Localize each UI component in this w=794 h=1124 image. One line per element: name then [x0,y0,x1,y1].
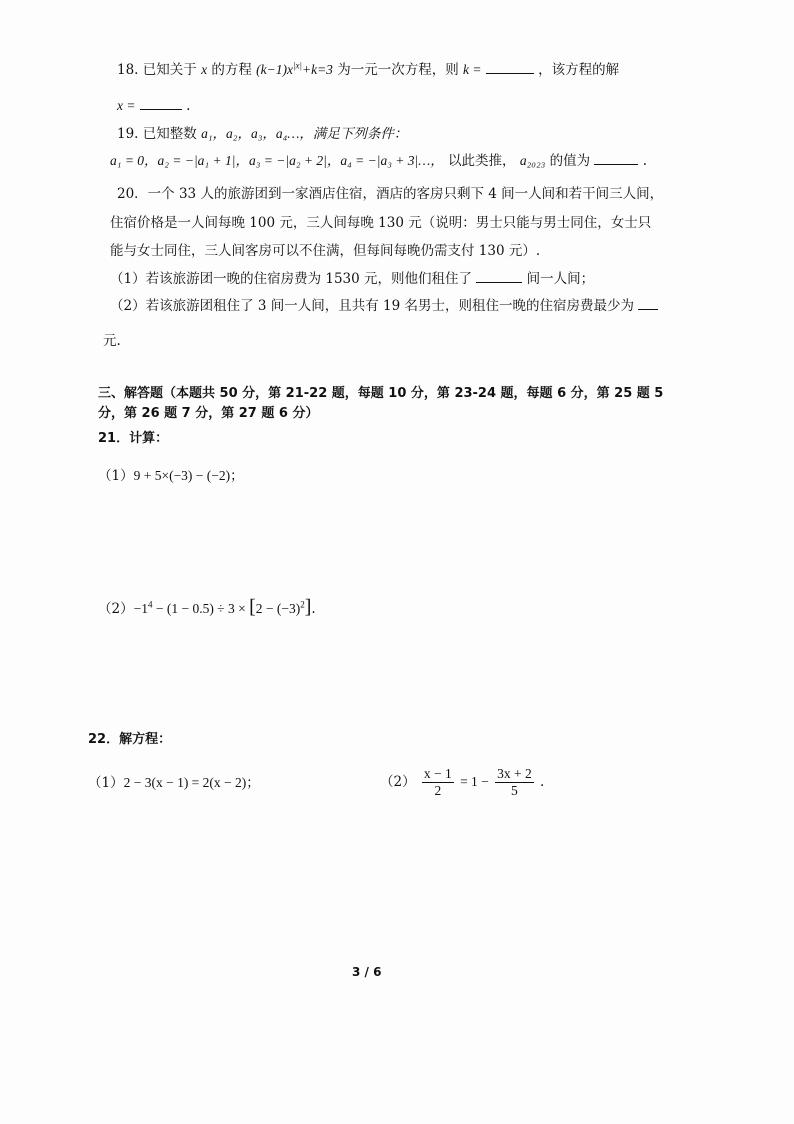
q21-part1-label: （1） [98,468,134,484]
page-number: 3 / 6 [352,965,382,979]
q22-part2 [380,760,544,804]
q22-title: 22．解方程： [88,732,172,747]
q21-part2-exponent2: 2 [300,599,305,610]
q20-sub2-answer-blank[interactable] [638,297,658,310]
section3-heading-line2: 分，第 26 题 7 分，第 27 题 6 分） [98,406,319,421]
q20-sub1-post: 间一人间； [526,271,595,287]
q18-line1 [117,61,619,79]
q19-number: 19. [117,126,139,142]
q19-end: . [642,153,648,169]
q18-text-mid: 的方程 [211,62,252,78]
q22-fraction-1-denominator: 2 [434,783,442,798]
q18-var-x: x [201,62,208,77]
q20-line3: 能与女士同住，三人间客房可以不住满，但每间每晚仍需支付 130 元）. [110,243,541,259]
q22-part1-expr: 2 − 3(x − 1) = 2(x − 2) [123,775,247,790]
q18-line2 [117,97,190,115]
q22-part2-end: . [540,774,545,790]
q18-eq-b: +k=3 [301,62,333,77]
q22-fraction-2 [495,766,534,799]
q18-number: 18. [117,62,139,78]
q20-sub2 [110,297,658,315]
q18-x-answer-blank[interactable] [140,97,182,110]
q18-text-post: 为一元一次方程，则 [337,62,459,78]
q22-part2-mid: = 1 − [460,774,489,789]
q19-line1 [117,125,407,143]
q19-line2 [110,152,647,170]
q22-fraction-1-numerator: x − 1 [423,766,452,781]
q19-answer-blank[interactable] [594,152,638,165]
q21-right-bracket: ] [304,596,312,618]
q21-part2-exponent: 4 [147,599,153,610]
q21-part2-expr-c: 2 − (−3) [255,601,301,616]
q20-sub2-end: 元. [103,333,121,349]
q20-sub1 [110,270,594,288]
q19-intro: 已知整数 [142,126,197,142]
q19-target-tail: 的值为 [549,153,591,169]
q20-sub1-answer-blank[interactable] [476,270,522,283]
q21-part2-end: . [311,601,316,617]
q22-part1-end: ； [246,775,260,791]
q20-line2: 住宿价格是一人间每晚 100 元，三人间每晚 130 元（说明：男士只能与男士同住，女士只 [110,215,652,231]
q22-part2-label: （2） [380,774,416,790]
q19-target: a₂₀₂₃ [519,153,546,168]
q22-fraction-1 [422,766,454,799]
q18-k-label: k = [463,62,482,77]
q19-conditions: a₁ = 0，a₂ = −|a₁ + 1|，a₃ = −|a₂ + 2|，a₄ = −|a₃ + 3|…， [110,153,444,168]
q21-title: 21．计算： [98,431,169,446]
q20-line1: 20．一个 33 人的旅游团到一家酒店住宿，酒店的客房只剩下 4 间一人间和若干间三人间， [117,186,664,202]
q18-text-post2: ，该方程的解 [538,62,620,78]
q22-fraction-2-denominator: 5 [511,783,518,798]
q18-k-answer-blank[interactable] [486,61,534,74]
q22-fraction-2-numerator: 3x + 2 [497,766,532,781]
section3-heading-line1: 三、解答题（本题共 50 分，第 21-22 题，每题 10 分，第 23-24 题，每题 6 分，第 25 题 5 [98,386,664,401]
q18-equation [256,62,333,77]
q21-part2-label: （2） [98,601,134,617]
q21-part2 [98,598,316,618]
q21-part2-expr [133,596,312,618]
q21-part2-expr-b: − (1 − 0.5) ÷ 3 × [152,601,246,616]
q21-left-bracket: [ [249,596,256,618]
q21-part1 [98,467,244,485]
q18-x-label: x = [117,98,136,113]
q18-eq-a: (k−1)x [256,62,294,77]
q20-sub2-pre: （2）若该旅游团租住了 3 间一人间，且共有 19 名男士，则租住一晚的住宿房费最少为 [110,298,635,314]
q22-part1 [88,774,260,792]
q19-seq-intro: a₁，a₂，a₃，a₄…，满足下列条件： [201,126,408,141]
q20-sub1-pre: （1）若该旅游团一晚的住宿房费为 1530 元，则他们租住了 [110,271,473,287]
q22-part1-label: （1） [88,775,124,791]
q21-part2-expr-a: −1 [133,601,148,616]
q18-eq-exponent: |x| [293,60,302,71]
q18-end: . [186,98,191,114]
q18-text-pre: 已知关于 [142,62,197,78]
q21-part1-expr: 9 + 5×(−3) − (−2) [133,468,231,483]
q19-cond-tail: 以此类推， [448,153,516,169]
q21-part1-end: ； [230,468,244,484]
